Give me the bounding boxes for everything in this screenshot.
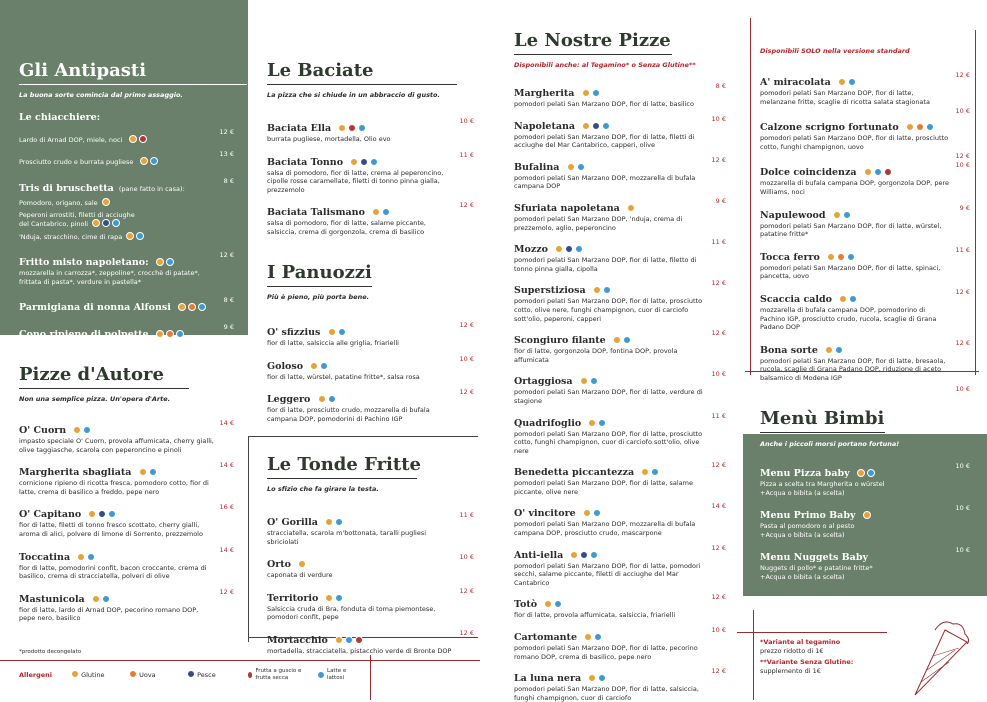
glutine-icon xyxy=(582,89,590,97)
glutine-icon xyxy=(584,633,592,641)
latte-icon xyxy=(83,426,91,434)
pesce-icon xyxy=(580,551,588,559)
menu-item: Scaccia caldo mozzarella di bufala campana DOP, pomodorino di Pachino IGP, prosciutto crudo, rucola, scaglie di Grana Padano DOP 12 € xyxy=(760,287,970,332)
glutine-icon xyxy=(92,595,100,603)
latte-icon xyxy=(835,346,843,354)
latte-icon xyxy=(382,208,390,216)
glutine-icon xyxy=(129,135,137,143)
variants-frame-left xyxy=(753,610,754,700)
glutine-icon xyxy=(318,395,326,403)
latte-icon xyxy=(198,303,206,311)
glutine-icon xyxy=(906,123,914,131)
glutine-icon xyxy=(827,253,835,261)
glutine-icon xyxy=(641,468,649,476)
legend-item: Pesce xyxy=(185,670,245,679)
latte-icon xyxy=(593,509,601,517)
chiacchiere-row: Lardo di Arnad DOP, miele, noci 12 € xyxy=(19,128,234,144)
menu-item: Dolce coincidenza mozzarella di bufala campana DOP, gorgonzola DOP, pere Williams, noci 10 € xyxy=(760,161,970,196)
menu-item: A' miracolata pomodori pelati San Marzano DOP, fior di latte, melanzane fritte, scaglie di ricotta salata stagionata 12 € xyxy=(760,71,970,106)
glutine-icon xyxy=(328,328,336,336)
glutine-icon xyxy=(102,198,110,206)
chiacchiere-row: Prosciutto crudo e burrata pugliese 13 € xyxy=(19,150,234,166)
glutine-icon xyxy=(583,509,591,517)
pesce-icon xyxy=(187,670,195,678)
senza-price: supplemento di 1€ xyxy=(760,667,821,675)
menu-item: Scongiuro filante fior di latte, gorgonzola DOP, fontina DOP, provola affumicata 12 € xyxy=(514,329,726,364)
latte-icon xyxy=(603,286,611,294)
menu-item: Orto caponata di verdure 10 € xyxy=(267,553,474,580)
frutta-guscio-icon xyxy=(348,124,356,132)
glutine-icon xyxy=(139,468,147,476)
menu-item: Tocca ferro pomodori pelati San Marzano DOP, fior di latte, spinaci, pancetta, uovo 11 € xyxy=(760,245,970,281)
glutine-icon xyxy=(126,232,134,240)
bimbi-tagline: Anche i piccoli morsi portano fortuna! xyxy=(760,440,900,448)
standard-item-price: 12 € xyxy=(955,152,970,161)
senza-label: **Variante Senza Glutine: xyxy=(760,658,854,666)
menu-item: Menu Primo Baby Pasta al pomodoro o al pesto +Acqua o bibita (a scelta) 10 € xyxy=(760,504,970,539)
uova-icon xyxy=(916,123,924,131)
bruschetta-row: 'Nduja, stracchino, cime di rapa xyxy=(19,232,234,242)
latte-icon xyxy=(598,674,606,682)
menu-item: Sfuriata napoletana pomodori pelati San Marzano DOP, 'nduja, crema di prezzemolo, aglio, peperoncino 9 € xyxy=(514,196,726,232)
pesce-icon xyxy=(592,122,600,130)
glutine-icon xyxy=(864,168,872,176)
menu-item: Menu Pizza baby Pizza a scelta tra Margherita o würstel +Acqua o bibita (a scelta) 10 € xyxy=(760,462,970,497)
latte-icon xyxy=(317,671,325,679)
panuozzi-rule xyxy=(267,286,372,287)
latte-icon xyxy=(370,158,378,166)
bimbi-rule xyxy=(760,432,885,433)
glutine-icon xyxy=(88,510,96,518)
pesce-icon xyxy=(98,510,106,518)
autore-tagline: Non una semplice pizza. Un'opera d'Arte. xyxy=(19,395,171,403)
menu-item: Cartomante pomodori pelati San Marzano DOP, fior di latte, pecorino romano DOP, crema di basilico, pepe nero 10 € xyxy=(514,626,726,661)
uova-icon xyxy=(837,253,845,261)
latte-icon xyxy=(136,232,144,240)
bruschette-item: Tris di bruschetta (pane fatto in casa): 8 € xyxy=(19,177,234,194)
latte-icon xyxy=(651,468,659,476)
panuozzi-section xyxy=(267,262,474,423)
menu-item: Goloso fior di latte, würstel, patatine fritte*, salsa rosa 10 € xyxy=(267,354,474,381)
antipasti-title: Gli Antipasti xyxy=(19,60,147,81)
glutine-icon xyxy=(588,419,596,427)
menu-item: Bona sorte pomodori pelati San Marzano DOP, fior di latte, bresaola, rucola, scaglie di Grana Padano DOP, riduzione di aceto balsamico di Modena IGP 12 € xyxy=(760,338,970,382)
latte-icon xyxy=(554,600,562,608)
nostre-section xyxy=(514,30,726,702)
tegamino-price: prezzo ridotto di 1€ xyxy=(760,647,824,655)
uova-icon xyxy=(129,670,137,678)
latte-icon xyxy=(592,89,600,97)
autore-section xyxy=(19,364,234,623)
tegamino-label: *Variante al tegamino xyxy=(760,638,841,646)
glutine-icon xyxy=(593,286,601,294)
tonde-tagline: Lo sfizio che fa girare la testa. xyxy=(267,485,379,493)
legend-item: Latte e lattosi xyxy=(315,668,375,681)
menu-item: Margherita sbagliata cornicione ripieno di ricotta fresca, pomodoro cotto, fior di latte, crema di basilico a freddo, pepe nero 14 € xyxy=(19,461,234,496)
latte-icon xyxy=(102,595,110,603)
menu-item: Bufalina pomodori pelati San Marzano DOP, mozzarella di bufala campana DOP 12 € xyxy=(514,155,726,191)
latte-icon xyxy=(848,78,856,86)
menu-item: Totò fior di latte, provola affumicata, salsiccia, friarielli 12 € xyxy=(514,593,726,620)
glutine-icon xyxy=(310,362,318,370)
uova-icon xyxy=(166,330,174,338)
standard-extra-price: 10 € xyxy=(955,384,970,393)
glutine-icon xyxy=(298,560,306,568)
glutine-icon xyxy=(588,674,596,682)
menu-item: Quadrifoglio pomodori pelati San Marzano DOP, fior di latte, prosciutto cotto, funghi champignon, cuor di carciofo sott'olio, olive nere 11 € xyxy=(514,411,726,455)
antipasti-rule xyxy=(19,84,247,85)
bimbi-title: Menù Bimbi xyxy=(760,408,885,429)
legend-item: Uova xyxy=(127,670,185,679)
antipasti-tagline: La buona sorte comincia dal primo assaggio. xyxy=(19,91,183,99)
glutine-icon xyxy=(338,124,346,132)
menu-item: Mortacchio mortadella, stracciatella, pistacchio verde di Bronte DOP 12 € xyxy=(267,628,474,655)
menu-item: Margherita pomodori pelati San Marzano DOP, fior di latte, basilico 8 € xyxy=(514,82,726,108)
footer-divider xyxy=(370,655,371,700)
latte-icon xyxy=(594,633,602,641)
latte-icon xyxy=(112,219,120,227)
menu-item: Benedetta piccantezza pomodori pelati San Marzano DOP, fior di latte, salame piccante, olive nere 12 € xyxy=(514,461,726,496)
frutta-guscio-icon xyxy=(884,168,892,176)
nostre-tagline: Disponibili anche: al Tegamino* o Senza Glutine** xyxy=(514,61,696,69)
latte-icon xyxy=(867,469,875,477)
variants-rule xyxy=(737,632,887,633)
latte-icon xyxy=(108,510,116,518)
glutine-icon xyxy=(857,469,865,477)
frutta-guscio-icon xyxy=(247,671,253,679)
glutine-icon xyxy=(77,553,85,561)
pesce-icon xyxy=(102,219,110,227)
pesce-icon xyxy=(360,158,368,166)
allergen-legend xyxy=(19,668,479,681)
standard-note: Disponibili SOLO nella versione standard xyxy=(760,47,910,55)
latte-icon xyxy=(149,468,157,476)
latte-icon xyxy=(623,336,631,344)
glutine-icon xyxy=(833,211,841,219)
antipasti-section xyxy=(0,0,248,340)
menu-item: Baciata Talismano salsa di pomodoro, fior di latte, salame piccante, salsiccia, crema di gorgonzola, crema di basilico 12 € xyxy=(267,201,474,236)
glutine-icon xyxy=(350,158,358,166)
bimbi-section xyxy=(743,434,987,596)
tonde-rule xyxy=(267,478,417,479)
frutta-guscio-icon xyxy=(139,135,147,143)
glutine-icon xyxy=(71,670,79,678)
menu-item: Menu Nuggets Baby Nuggets di pollo* e patatine fritte* +Acqua o bibita (a scelta) 10 € xyxy=(760,546,970,581)
menu-item: Toccatina fior di latte, pomodorini confit, bacon croccante, crema di basilico, crema di stracciatella, polveri di olive 14 € xyxy=(19,545,234,581)
nostre-rule xyxy=(514,54,672,55)
glutine-icon xyxy=(140,157,148,165)
latte-icon xyxy=(926,123,934,131)
menu-item: O' vincitore pomodori pelati San Marzano DOP, mozzarella di bufala campana DOP, prosciutto crudo, mascarpone 14 € xyxy=(514,502,726,538)
glutine-icon xyxy=(580,377,588,385)
standard-frame-right xyxy=(975,30,976,375)
menu-item: Ortaggiosa pomodori pelati San Marzano DOP, fior di latte, verdure di stagione 10 € xyxy=(514,370,726,405)
latte-icon xyxy=(345,636,353,644)
latte-icon xyxy=(166,258,174,266)
frozen-note: *prodotto decongelato xyxy=(19,649,82,655)
glutine-icon xyxy=(582,122,590,130)
latte-icon xyxy=(335,518,343,526)
standard-section xyxy=(760,47,970,393)
glutine-icon xyxy=(567,163,575,171)
glutine-icon xyxy=(825,346,833,354)
latte-icon xyxy=(590,377,598,385)
menu-item: Napoletana pomodori pelati San Marzano DOP, fior di latte, filetti di acciughe del Mar Cantabrico, capperi, olive 10 € xyxy=(514,114,726,150)
tonde-title: Le Tonde Fritte xyxy=(267,454,421,475)
tonde-frame-left xyxy=(248,436,249,642)
baciate-tagline: La pizza che si chiude in un abbraccio di gusto. xyxy=(267,91,440,99)
glutine-icon xyxy=(570,551,578,559)
menu-item: O' sfizzius fior di latte, salsiccia alle griglia, friarielli 12 € xyxy=(267,321,474,347)
fritto-misto-item: Fritto misto napoletano: mozzarella in carrozza*, zeppoline*, crocchè di patate*, frittata di pasta*, verdure in pastella* 12 € xyxy=(19,251,234,286)
allergeni-label: Allergeni xyxy=(19,670,53,679)
glutine-icon xyxy=(555,245,563,253)
panuozzi-title: I Panuozzi xyxy=(267,262,372,283)
glutine-icon xyxy=(863,511,871,519)
menu-item: Mozzo pomodori pelati San Marzano DOP, fior di latte, filetto di tonno pinna gialla, cipolla 11 € xyxy=(514,238,726,273)
menu-item: Anti-iella pomodori pelati San Marzano DOP, fior di latte, pomodori secchi, salame piccante, filetti di acciughe del Mar Cantabrico 12 € xyxy=(514,543,726,587)
menu-item: Leggero fior di latte, prosciutto crudo, mozzarella di bufala campana DOP, pomodorini di Pachino IGP 12 € xyxy=(267,388,474,423)
glutine-icon xyxy=(838,78,846,86)
standard-extra-price: 10 € xyxy=(955,107,970,116)
glutine-icon xyxy=(73,426,81,434)
legend-item: Frutta a guscio e frutta secca xyxy=(245,668,315,681)
latte-icon xyxy=(847,253,855,261)
latte-icon xyxy=(320,362,328,370)
tonde-frame-top xyxy=(248,436,478,437)
frutta-guscio-icon xyxy=(355,636,363,644)
variants-note xyxy=(760,638,853,676)
glutine-icon xyxy=(178,303,186,311)
latte-icon xyxy=(335,594,343,602)
parmigiana-item: Parmigiana di nonna Alfonsi 8 € xyxy=(19,295,234,313)
latte-icon xyxy=(577,163,585,171)
latte-icon xyxy=(176,330,184,338)
latte-icon xyxy=(849,295,857,303)
baciate-rule xyxy=(267,84,457,85)
latte-icon xyxy=(328,395,336,403)
latte-icon xyxy=(874,168,882,176)
latte-icon xyxy=(602,122,610,130)
menu-item: Baciata Ella burrata pugliese, mortadella, Olio evo 10 € xyxy=(267,117,474,143)
menu-item: Napulewood pomodori pelati San Marzano DOP, fior di latte, würstel, patatine fritte* 9 € xyxy=(760,203,970,239)
glutine-icon xyxy=(627,204,635,212)
baciate-title: Le Baciate xyxy=(267,60,374,81)
glutine-icon xyxy=(325,594,333,602)
legend-item: Glutine xyxy=(69,670,127,679)
glutine-icon xyxy=(335,636,343,644)
latte-icon xyxy=(590,551,598,559)
glutine-icon xyxy=(156,330,164,338)
glutine-icon xyxy=(325,518,333,526)
latte-icon xyxy=(575,245,583,253)
menu-item: La luna nera pomodori pelati San Marzano DOP, fior di latte, salsiccia, funghi champignon, cuor di carciofo 12 € xyxy=(514,667,726,702)
latte-icon xyxy=(598,419,606,427)
latte-icon xyxy=(150,157,158,165)
standard-frame-left xyxy=(750,18,751,375)
baciate-section xyxy=(267,60,474,237)
latte-icon xyxy=(338,328,346,336)
pesce-icon xyxy=(565,245,573,253)
latte-icon xyxy=(358,124,366,132)
menu-item: Calzone scrigno fortunato pomodori pelati San Marzano DOP, fior di latte, prosciutto cotto, funghi champignon, uovo xyxy=(760,122,949,151)
footer-rule xyxy=(0,660,480,661)
tonde-section xyxy=(267,454,474,656)
glutine-icon xyxy=(839,295,847,303)
menu-item: O' Capitano fior di latte, filetti di tonno fresco scottato, cherry gialli, aroma di alici, polvere di limone di Sorrento, prezzemolo 16 € xyxy=(19,503,234,538)
glutine-icon xyxy=(156,258,164,266)
glutine-icon xyxy=(92,219,100,227)
menu-item: O' Cuorn impasto speciale O' Cuorn, provola affumicata, cherry gialli, olive taggiasche, scarola con peperoncino e pinoli 14 € xyxy=(19,419,234,454)
uova-icon xyxy=(188,303,196,311)
chiacchiere-title: Le chiacchiere: xyxy=(19,112,101,123)
menu-item: Territorio Salsiccia cruda di Bra, fonduta di toma piemontese, pomodori confit, pepe 12 € xyxy=(267,586,474,622)
pizza-cone-illustration xyxy=(905,610,975,698)
cono-item: Cono ripieno di polpette 9 € xyxy=(19,322,234,340)
latte-icon xyxy=(843,211,851,219)
nostre-title: Le Nostre Pizze xyxy=(514,30,671,51)
glutine-icon xyxy=(372,208,380,216)
autore-title: Pizze d'Autore xyxy=(19,364,164,385)
bruschetta-row: Pomodoro, origano, sale xyxy=(19,198,234,208)
bimbi-title-block xyxy=(760,408,885,433)
panuozzi-tagline: Più è pieno, più porta bene. xyxy=(267,293,370,301)
bruschetta-row: Peperoni arrostiti, filetti di acciughe del Cantabrico, pinoli xyxy=(19,210,135,229)
latte-icon xyxy=(87,553,95,561)
menu-item: Superstiziosa pomodori pelati San Marzano DOP, fior di latte, prosciutto cotto, olive nere, funghi champignon, cuor di carciofo sott'olio, peperoni, capperi 12 € xyxy=(514,279,726,323)
autore-rule xyxy=(19,388,189,389)
glutine-icon xyxy=(544,600,552,608)
menu-item: Mastunicola fior di latte, lardo di Arnad DOP, pecorino romano DOP, pepe nero, basilico 12 € xyxy=(19,587,234,623)
menu-item: O' Gorilla stracciatella, scarola m'bottonata, taralli pugliesi sbriciolati 11 € xyxy=(267,511,474,546)
menu-item: Baciata Tonno salsa di pomodoro, fior di latte, crema al peperoncino, cipolle rosse caramellate, filetti di tonno pinna gialla, prezzemolo 11 € xyxy=(267,150,474,194)
glutine-icon xyxy=(613,336,621,344)
